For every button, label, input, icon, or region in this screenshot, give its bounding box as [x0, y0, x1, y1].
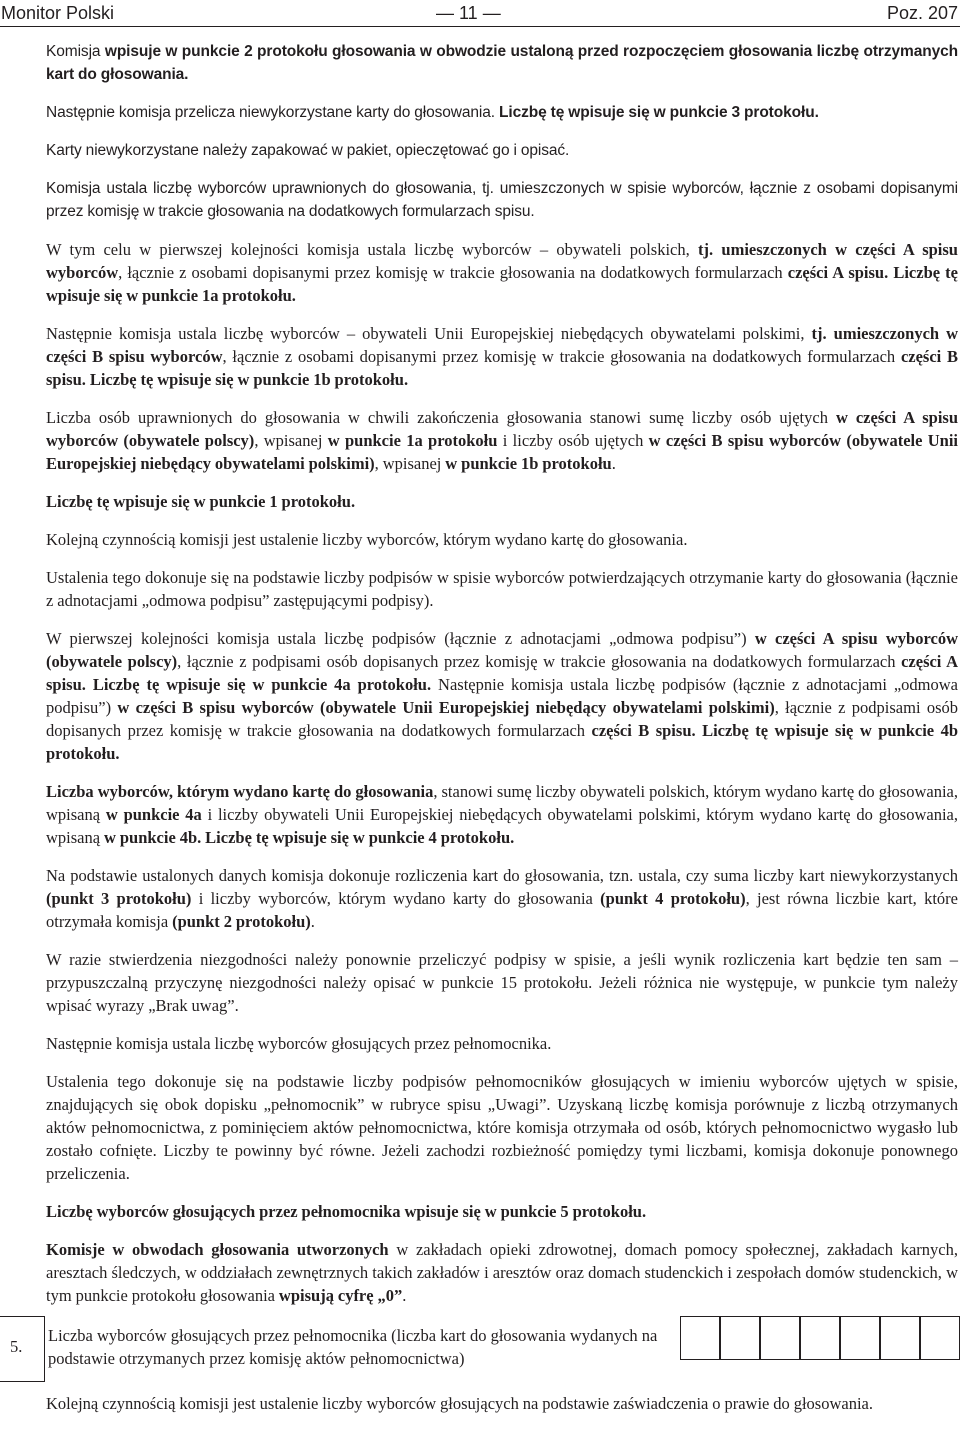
text: Kolejną czynnością komisji jest ustalenie liczby wyborców, którym wydano kartę do głosowania.	[46, 530, 688, 549]
text: w zakładach opieki zdrowotnej, domach pomocy społecznej, zakładach karnych, aresztach śledczych, w oddziałach zewnętrznych takich zakładów i aresztów oraz domach studenckich i zespołach domów studenckich, w tym punkcie protokołu głosowania	[46, 1240, 958, 1305]
bold-text: w punkcie 1b protokołu	[445, 454, 612, 473]
paragraph	[46, 627, 958, 765]
publication-title: Monitor Polski	[1, 3, 115, 23]
bold-text: (punkt 4 protokołu)	[600, 889, 746, 908]
form-row-description: Liczba wyborców głosujących przez pełnomocnika (liczba kart do głosowania wydanych na podstawie otrzymanych przez komisję aktów pełnomocnictwa)	[48, 1326, 658, 1368]
bold-text: wpisują cyfrę „0”	[278, 1286, 403, 1305]
bold-text: części A spisu. Liczbę tę wpisuje się w punkcie 4a protokołu.	[46, 652, 958, 694]
page-number: — 11 —	[436, 3, 501, 23]
text: , wpisanej	[254, 431, 328, 450]
paragraph	[46, 490, 958, 513]
text: Ustalenia tego dokonuje się na podstawie liczby podpisów pełnomocników głosujących w imieniu wyborców ujętych w spisie, znajdujących się obok dopisku „pełnomocnik” w rubryce spisu „Uwagi”. Uzyskaną liczbę komisja porównuje z liczbą otrzymanych aktów pełnomocnictwa, z pominięciem aktów pełnomocnictwa, które komisja otrzymała od osób, których pełnomocnictwo wygasło lub zostało cofnięte. Liczby te powinny być równe. Jeżeli zachodzi rozbieżność pomiędzy tymi liczbami, komisja dokonuje ponownego przeliczenia.	[46, 1072, 958, 1183]
text: Następnie komisja ustala liczbę wyborców głosujących przez pełnomocnika.	[46, 1034, 552, 1053]
bold-text: wpisuje w punkcie 2 protokołu głosowania w obwodzie ustaloną przed rozpoczęciem głosowania liczbę otrzymanych kart do głosowania.	[46, 43, 959, 83]
text: , łącznie z osobami dopisanymi przez komisję w trakcie głosowania na dodatkowych formularzach	[118, 263, 788, 282]
bold-text: tj. umieszczonych w części B spisu wyborców	[46, 324, 959, 366]
text: i liczby osób ujętych	[497, 431, 649, 450]
text: , łącznie z osobami dopisanymi przez komisję w trakcie głosowania na dodatkowych formularzach	[222, 347, 901, 366]
bold-text: w części B spisu wyborców (obywatele Unii Europejskiej niebędący obywatelami polskimi)	[117, 698, 775, 717]
text: W razie stwierdzenia niezgodności należy ponownie przeliczyć podpisy w spisie, a jeśli wynik rozliczenia kart będzie ten sam – przypuszczalną przyczynę niezgodności należy opisać w punkcie 15 protokołu. Jeżeli różnica nie występuje, w punkcie tym należy wpisać wyrazy „Brak uwag”.	[46, 950, 958, 1015]
text: , stanowi sumę liczby obywateli polskich, którym wydano kartę do głosowania, wpisaną	[46, 782, 958, 824]
bold-text: Liczbę tę wpisuje się w punkcie 3 protokołu.	[499, 104, 819, 121]
text: , łącznie z podpisami osób dopisanych przez komisję w trakcie głosowania na dodatkowych formularzach	[46, 698, 959, 740]
paragraph	[46, 406, 958, 475]
bold-text: w części A spisu wyborców (obywatele polscy)	[46, 408, 958, 450]
text: .	[310, 912, 315, 931]
paragraph	[46, 322, 958, 391]
digit-box[interactable]	[720, 1316, 760, 1360]
text: W tym celu w pierwszej kolejności komisja ustala liczbę wyborców – obywateli polskich,	[46, 240, 699, 259]
bold-text: tj. umieszczonych w części A spisu wyborców	[46, 240, 958, 282]
bold-text: w części A spisu wyborców (obywatele polscy)	[46, 629, 958, 671]
text: Następnie komisja ustala liczbę wyborców – obywateli Unii Europejskiej niebędących obywatelami polskimi,	[46, 324, 812, 343]
paragraph	[46, 566, 958, 612]
text: i liczby wyborców, którym wydano karty do głosowania	[191, 889, 601, 908]
closing-paragraph: Kolejną czynnością komisji jest ustalenie liczby wyborców głosujących na podstawie zaświadczenia o prawie do głosowania.	[46, 1394, 873, 1413]
paragraph	[46, 1032, 958, 1055]
text: W pierwszej kolejności komisja ustala liczbę podpisów (łącznie z adnotacjami „odmowa podpisu”)	[46, 629, 755, 648]
text: i liczby obywateli Unii Europejskiej niebędących obywatelami polskimi, którym wydano kartę do głosowania, wpisaną	[46, 805, 958, 847]
paragraph	[46, 40, 958, 86]
text: Na podstawie ustalonych danych komisja dokonuje rozliczenia kart do głosowania, tzn. ustala, czy suma liczby kart niewykorzystanych	[46, 866, 958, 885]
protocol-form-row	[0, 1316, 960, 1382]
header-rule	[0, 26, 960, 27]
bold-text: (punkt 2 protokołu)	[172, 912, 311, 931]
text: , wpisanej	[374, 454, 446, 473]
text: Karty niewykorzystane należy zapakować w pakiet, opieczętować go i opisać.	[46, 142, 570, 159]
document-body	[46, 40, 958, 1322]
bold-text: Liczbę wyborców głosujących przez pełnomocnika wpisuje się w punkcie 5 protokołu.	[46, 1202, 647, 1221]
bold-text: części B spisu. Liczbę tę wpisuje się w punkcie 4b protokołu.	[46, 721, 959, 763]
form-row-number: 5.	[10, 1337, 23, 1356]
paragraph	[46, 780, 958, 849]
text: .	[611, 454, 616, 473]
bold-text: Komisje w obwodach głosowania utworzonych	[46, 1240, 389, 1259]
paragraph	[46, 948, 958, 1017]
paragraph	[46, 1200, 958, 1223]
bold-text: w punkcie 1a protokołu	[327, 431, 498, 450]
paragraph	[46, 1070, 958, 1185]
paragraph	[46, 1238, 958, 1307]
text: Komisja	[46, 43, 105, 60]
text: Następnie komisja ustala liczbę podpisów (łącznie z adnotacjami „odmowa podpisu”)	[46, 675, 958, 717]
paragraph	[46, 528, 958, 551]
bold-text: części A spisu. Liczbę tę wpisuje się w punkcie 1a protokołu.	[46, 263, 958, 305]
text: Ustalenia tego dokonuje się na podstawie liczby podpisów w spisie wyborców potwierdzających otrzymanie karty do głosowania (łącznie z adnotacjami „odmowa podpisu” zastępującymi podpisy).	[46, 568, 958, 610]
text: .	[402, 1286, 407, 1305]
page-header	[0, 0, 960, 26]
paragraph	[46, 139, 958, 162]
digit-box[interactable]	[920, 1316, 960, 1360]
paragraph	[46, 177, 958, 223]
paragraph	[46, 864, 958, 933]
digit-box[interactable]	[880, 1316, 920, 1360]
digit-box[interactable]	[840, 1316, 880, 1360]
bold-text: w punkcie 4a	[105, 805, 202, 824]
bold-text: w punkcie 4b. Liczbę tę wpisuje się w punkcie 4 protokołu.	[104, 828, 515, 847]
digit-box[interactable]	[680, 1316, 720, 1360]
bold-text: Liczba wyborców, którym wydano kartę do głosowania	[46, 782, 434, 801]
paragraph	[46, 101, 958, 124]
text: , jest równa liczbie kart, które otrzymała komisja	[46, 889, 958, 931]
text: Komisja ustala liczbę wyborców uprawnionych do głosowania, tj. umieszczonych w spisie wyborców, łącznie z osobami dopisanymi przez komisję w trakcie głosowania na dodatkowych formularzach spisu.	[46, 180, 958, 220]
text: Następnie komisja przelicza niewykorzystane karty do głosowania.	[46, 104, 500, 121]
form-row-number-cell	[0, 1316, 45, 1382]
bold-text: (punkt 3 protokołu)	[46, 889, 192, 908]
bold-text: Liczbę tę wpisuje się w punkcie 1 protokołu.	[46, 492, 356, 511]
digit-box[interactable]	[760, 1316, 800, 1360]
position-number: Poz. 207	[886, 3, 958, 23]
bold-text: w części B spisu wyborców (obywatele Unii Europejskiej niebędący obywatelami polskimi)	[46, 431, 959, 473]
paragraph	[46, 238, 958, 307]
bold-text: części B spisu. Liczbę tę wpisuje się w punkcie 1b protokołu.	[46, 347, 959, 389]
digit-box[interactable]	[800, 1316, 840, 1360]
text: , łącznie z podpisami osób dopisanych przez komisję w trakcie głosowania na dodatkowych formularzach	[177, 652, 902, 671]
text: Liczba osób uprawnionych do głosowania w chwili zakończenia głosowania stanowi sumę liczby osób ujętych	[46, 408, 836, 427]
